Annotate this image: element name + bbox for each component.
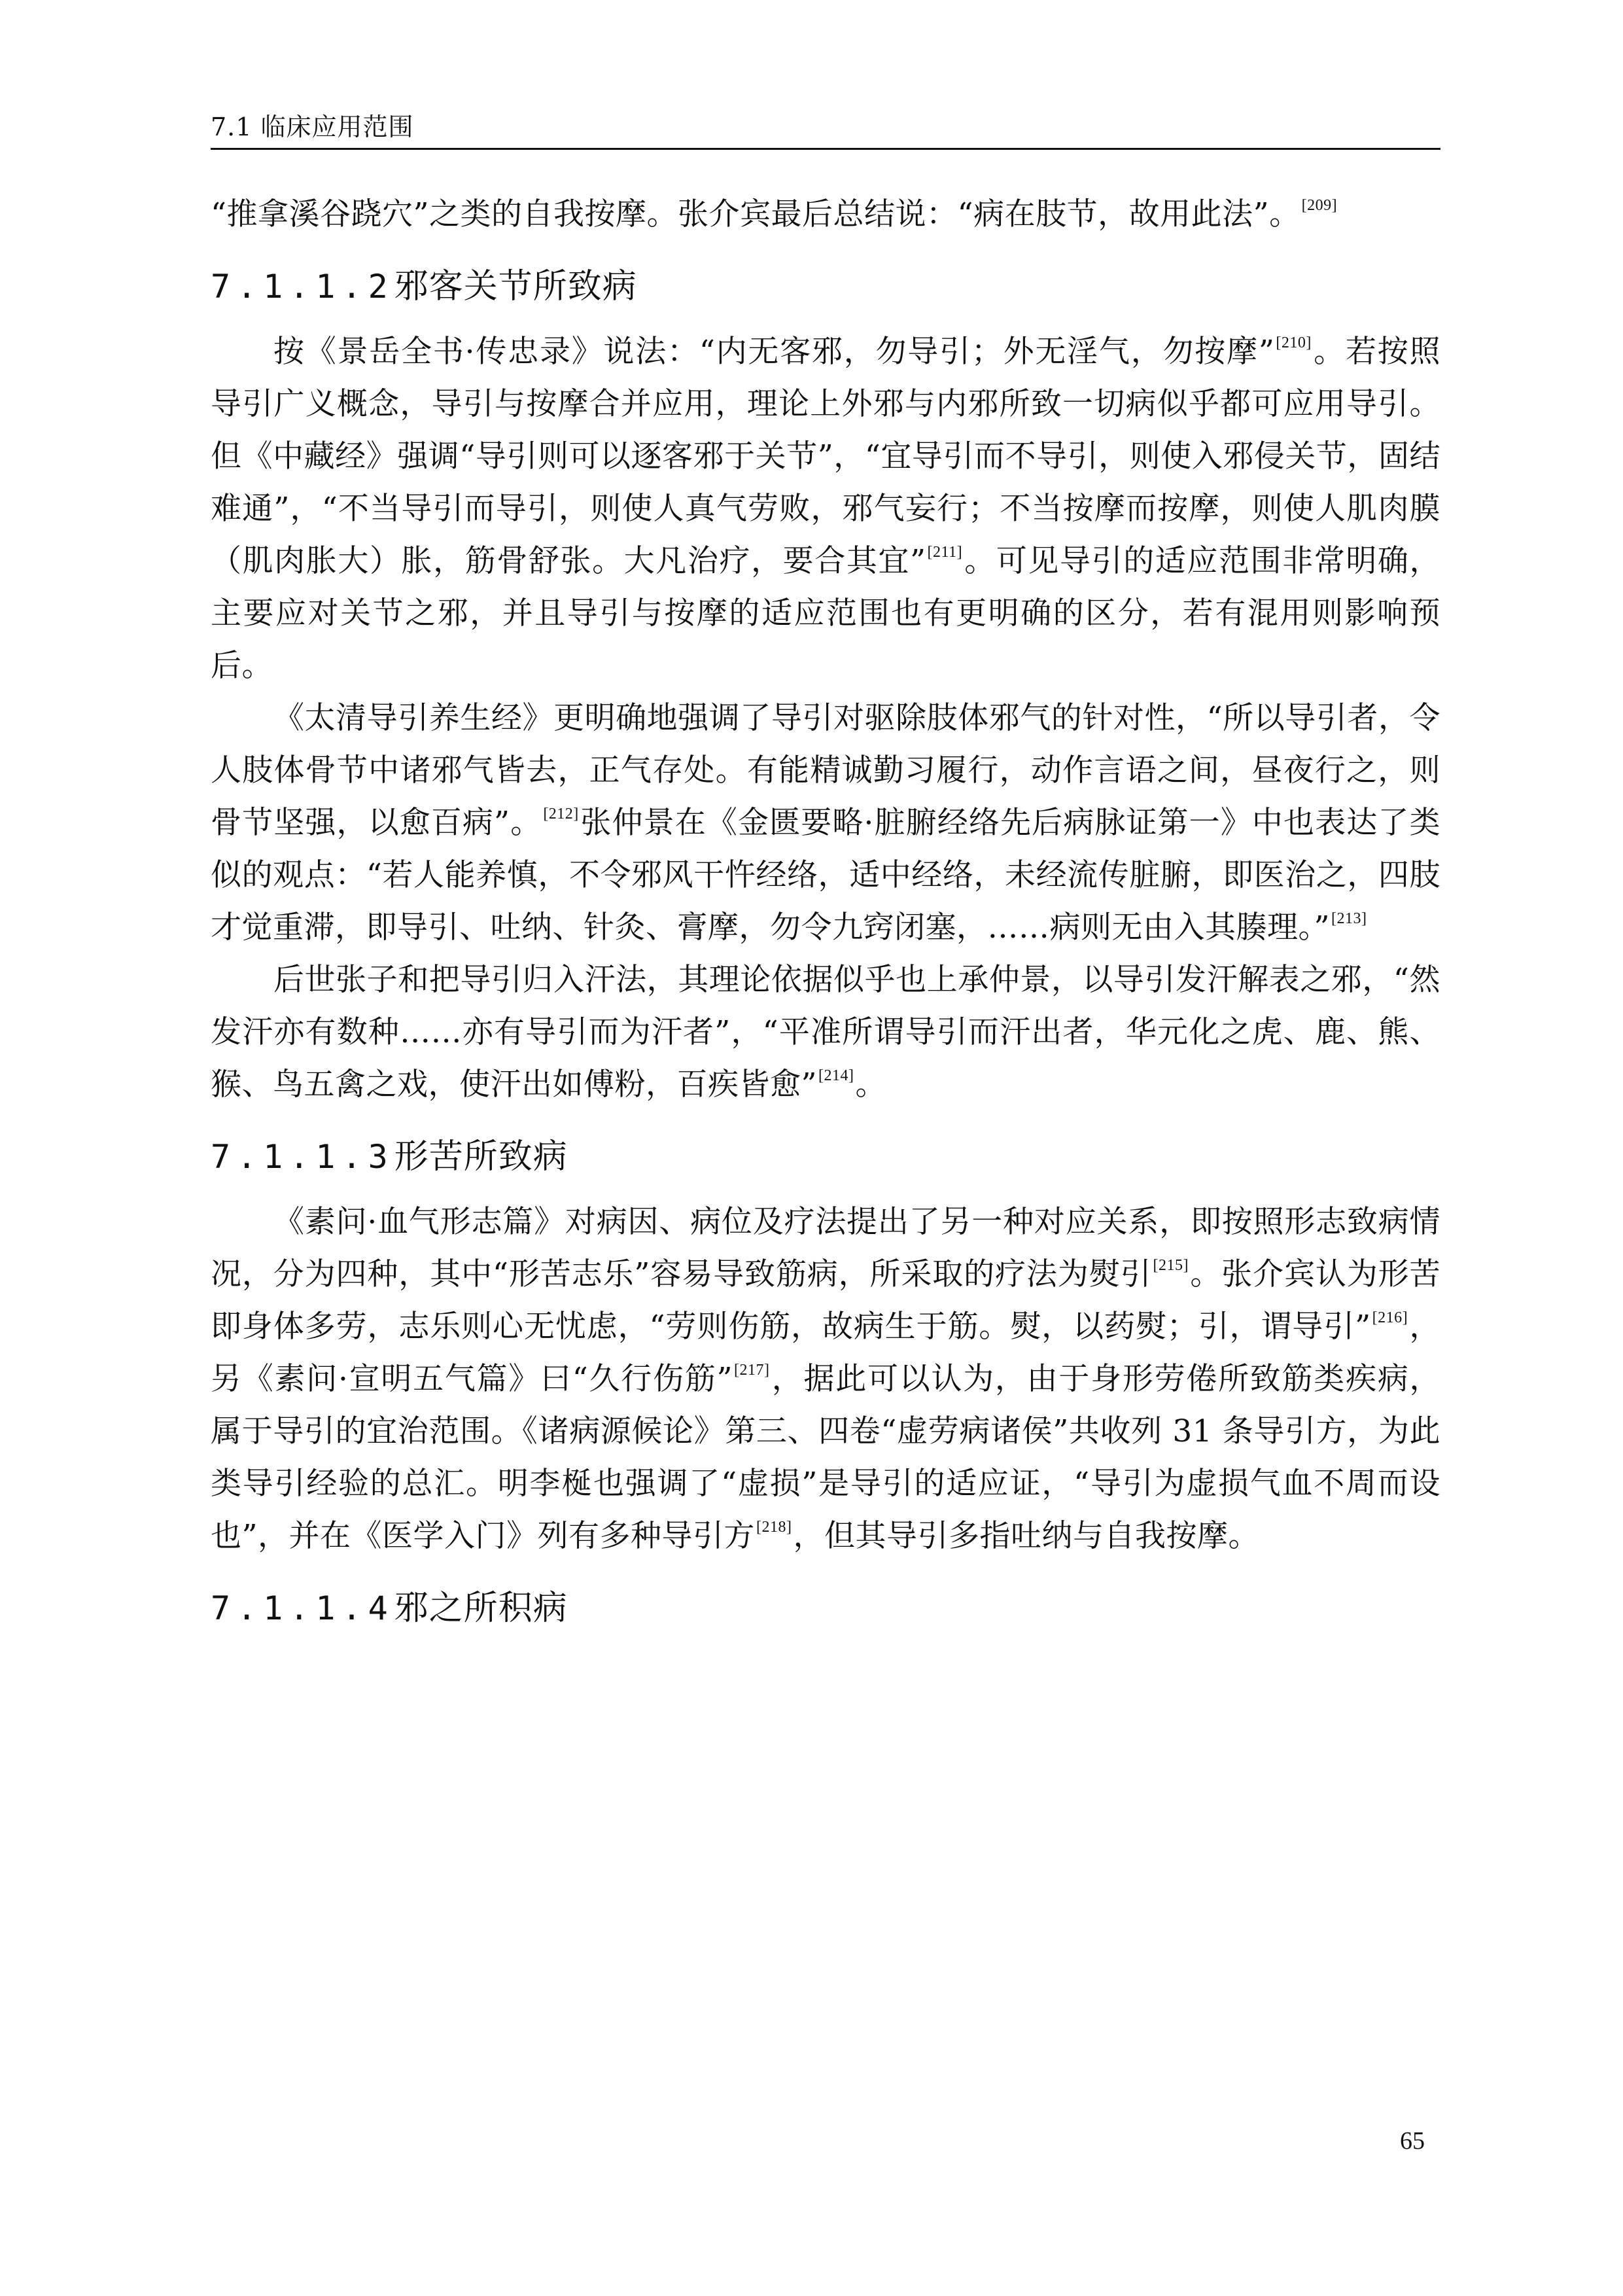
section-number: 7.1.1.3 [211,1138,394,1176]
section-heading [211,1582,1440,1634]
citation: [216] [1372,1309,1408,1326]
text-run: 。 [855,1067,887,1103]
section-title: 形苦所致病 [394,1137,568,1176]
text-run: 。可见导引的适应范围非常明确，主要应对关节之邪，并且导引与按摩的适应范围也有更明确的区分，若有混用则影响预后。 [211,543,1441,684]
text-run: 《素问·血气形志篇》对病因、病位及疗法提出了另一种对应关系，即按照形志致病情况，分为四种，其中“形苦志乐”容易导致筋病，所采取的疗法为熨引 [211,1204,1440,1292]
text-run: 后世张子和把导引归入汗法，其理论依据似乎也上承仲景，以导引发汗解表之邪，“然发汗亦有数种……亦有导引而为汗者”，“平准所谓导引而汗出者，华元化之虎、鹿、熊、猴、鸟五禽之戏，使汗出如傅粉，百疾皆愈” [211,962,1440,1103]
text-run: ，据此可以认为，由于身形劳倦所致筋类疾病，属于导引的宜治范围。《诸病源候论》第三、四卷“虚劳病诸侯”共收列 31 条导引方，为此类导引经验的总汇。明李梴也强调了“虚损”是导引的适应证，“导引为虚损气血不周而设也”，并在《医学入门》列有多种导引方 [211,1361,1440,1554]
text-run: ，另《素问·宣明五气篇》曰“久行伤筋” [211,1309,1441,1397]
paragraph-continued [211,188,1440,241]
paragraph [211,954,1440,1111]
paragraph [211,692,1440,954]
text-run: 《太清导引养生经》更明确地强调了导引对驱除肢体邪气的针对性，“所以导引者，令人肢体骨节中诸邪气皆去，正气存处。有能精诚勤习履行，动作言语之间，昼夜行之，则骨节坚强，以愈百病”。 [211,700,1440,841]
section-number: 7.1.1.2 [211,268,394,306]
text-run: “推拿溪谷跷穴”之类的自我按摩。张介宾最后总结说：“病在肢节，故用此法”。 [211,196,1300,232]
section-number: 7.1.1.4 [211,1589,394,1627]
section-title: 邪客关节所致病 [394,267,637,306]
paragraph [211,326,1440,692]
citation: [209] [1301,197,1338,214]
citation: [218] [756,1519,792,1536]
text-run: 按《景岳全书·传忠录》说法：“内无客邪，勿导引；外无淫气，勿按摩” [273,334,1275,370]
paragraph [211,1196,1440,1563]
citation: [213] [1331,910,1367,927]
page-number: 65 [1400,2127,1425,2155]
section-heading [211,260,1440,313]
section-title: 邪之所积病 [394,1589,568,1628]
text-run: 张仲景在《金匮要略·脏腑经络先后病脉证第一》中也表达了类似的观点：“若人能养慎，不令邪风干忤经络，适中经络，未经流传脏腑，即医治之，四肢才觉重滞，即导引、吐纳、针灸、膏摩，勿令九窍闭塞，……病则无由入其腠理。” [211,805,1440,945]
text-run: ，但其导引多指吐纳与自我按摩。 [793,1518,1260,1554]
section-heading [211,1131,1440,1183]
citation: [217] [734,1362,770,1379]
text-run: 。张介宾认为形苦即身体多劳，志乐则心无忧虑，“劳则伤筋，故病生于筋。熨，以药熨；引，谓导引” [211,1256,1441,1345]
running-header: 7.1 临床应用范围 [211,113,414,141]
text-run: 。若按照导引广义概念，导引与按摩合并应用，理论上外邪与内邪所致一切病似乎都可应用导引。但《中藏经》强调“导引则可以逐客邪于关节”，“宜导引而不导引，则使入邪侵关节，固结难通”，“不当导引而导引，则使人真气劳败，邪气妄行；不当按摩而按摩，则使人肌肉膜（肌肉胀大）胀，筋骨舒张。大凡治疗，要合其宜” [211,334,1441,579]
header-rule [211,148,1440,150]
citation: [211] [927,544,963,561]
citation: [215] [1153,1257,1189,1274]
citation: [210] [1276,334,1312,351]
citation: [212] [543,805,579,822]
body-text [211,188,1440,1648]
citation: [214] [818,1067,854,1084]
